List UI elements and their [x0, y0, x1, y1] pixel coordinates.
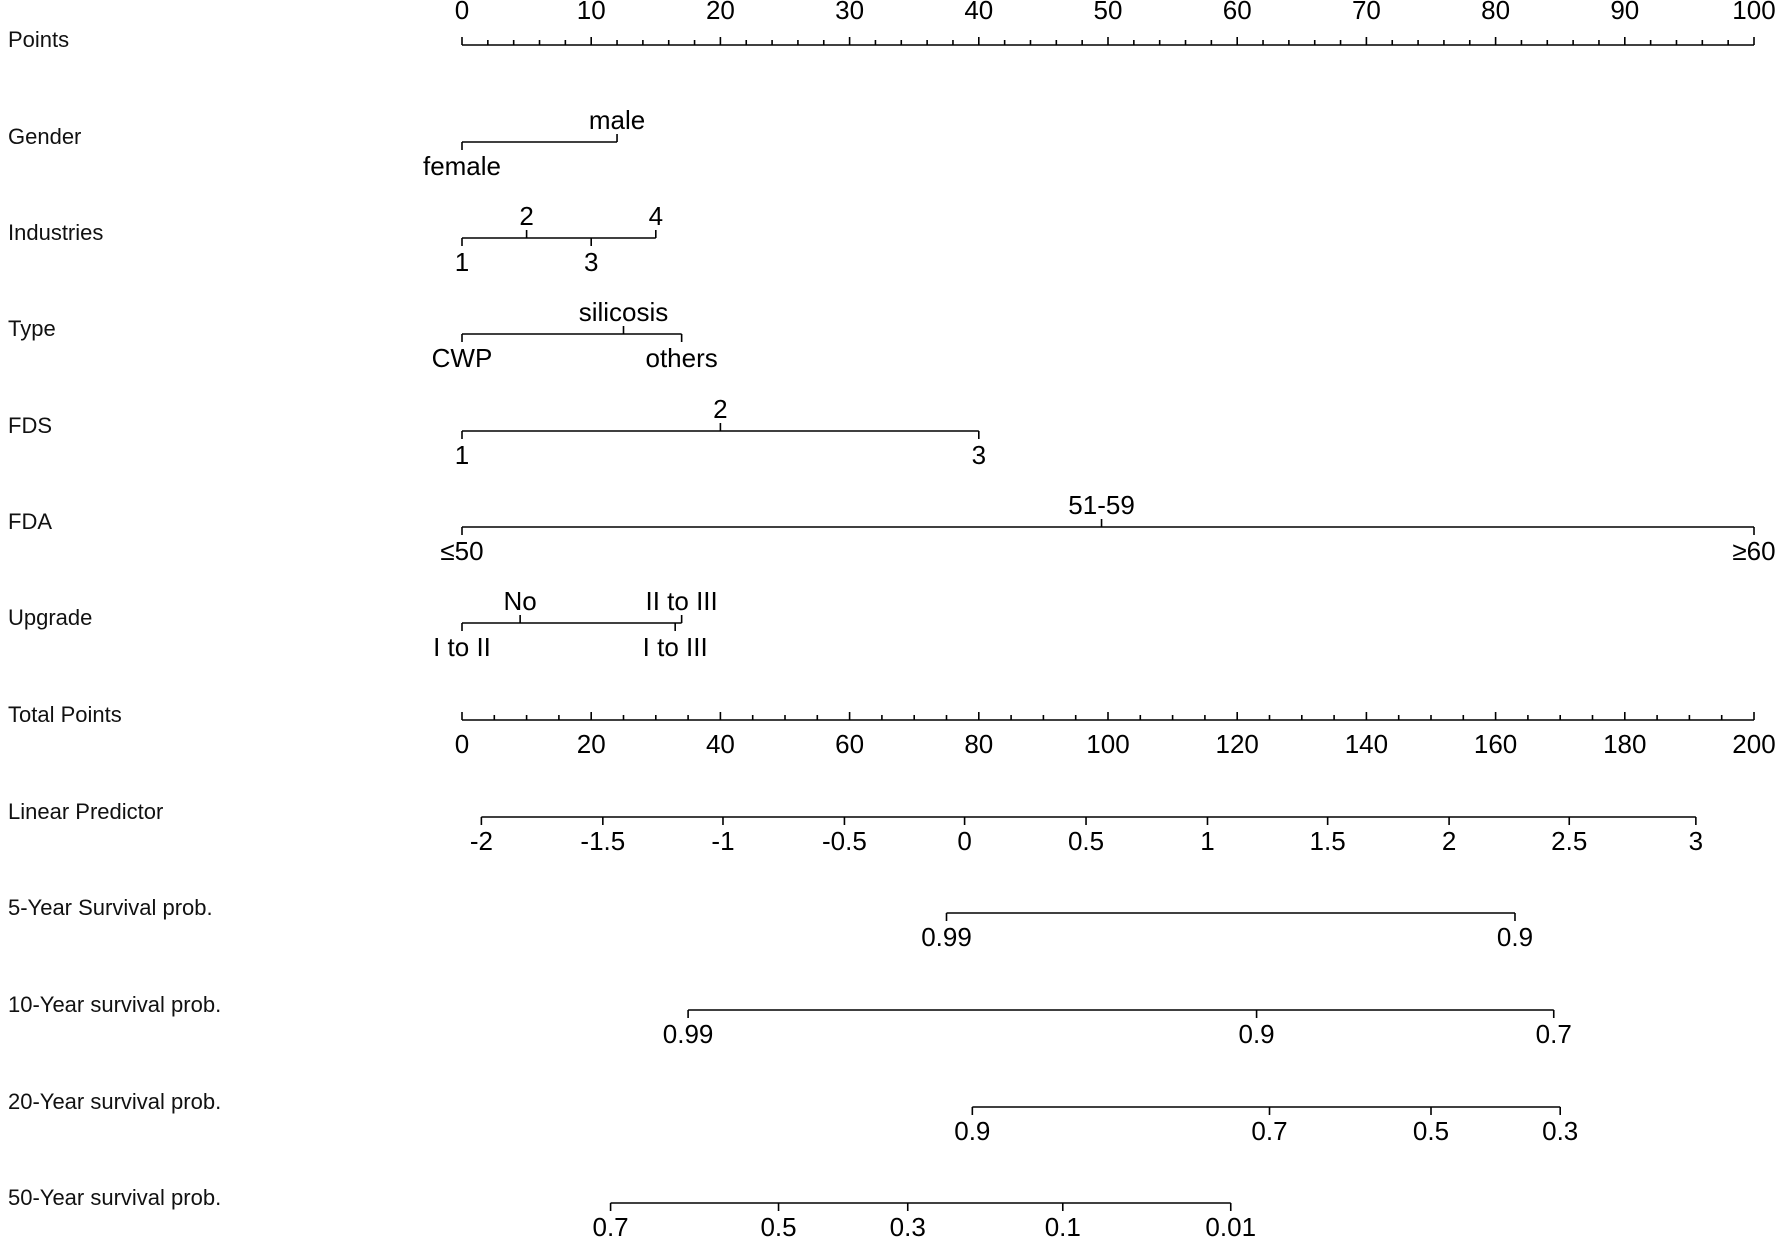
row-label-industries: Industries: [8, 220, 104, 245]
tick-label-total-points: 180: [1603, 729, 1647, 759]
tick-label-5-year-survival-prob: 0.99: [921, 922, 972, 952]
tick-label-linear-predictor: 1: [1200, 826, 1215, 856]
tick-label-total-points: 0: [454, 729, 470, 759]
tick-label-linear-predictor: 0.5: [1067, 826, 1105, 856]
row-gender: [8, 105, 645, 181]
tick-label-upgrade: No: [503, 586, 537, 616]
row-linear-predictor: [8, 799, 1703, 856]
row-points: [8, 0, 1776, 52]
tick-label-50-year-survival-prob: 0.1: [1044, 1212, 1081, 1242]
row-label-10-year-survival-prob: 10-Year survival prob.: [8, 992, 222, 1017]
tick-label-20-year-survival-prob: 0.3: [1542, 1116, 1579, 1146]
row-type: [8, 297, 718, 373]
tick-label-total-points: 140: [1344, 729, 1389, 759]
tick-label-industries: 4: [648, 201, 664, 231]
tick-label-10-year-survival-prob: 0.99: [662, 1019, 714, 1049]
tick-label-5-year-survival-prob: 0.9: [1496, 922, 1534, 952]
tick-label-points: 40: [964, 0, 994, 25]
tick-label-50-year-survival-prob: 0.3: [889, 1212, 926, 1242]
tick-label-industries: 1: [454, 247, 470, 277]
tick-label-50-year-survival-prob: 0.01: [1205, 1212, 1257, 1242]
row-fda: [8, 490, 1776, 566]
row-label-5-year-survival-prob: 5-Year Survival prob.: [8, 895, 213, 920]
tick-label-linear-predictor: 2.5: [1551, 826, 1588, 856]
tick-label-points: 80: [1481, 0, 1511, 25]
tick-label-points: 70: [1351, 0, 1381, 25]
tick-label-points: 0: [454, 0, 470, 25]
tick-label-points: 90: [1610, 0, 1640, 25]
tick-label-type: silicosis: [578, 297, 669, 327]
tick-label-linear-predictor: 0: [957, 826, 972, 856]
row-label-50-year-survival-prob: 50-Year survival prob.: [8, 1185, 222, 1210]
row-10-year-survival-prob: [8, 992, 1572, 1049]
tick-label-industries: 2: [519, 201, 534, 231]
tick-label-50-year-survival-prob: 0.7: [592, 1212, 629, 1242]
tick-label-linear-predictor: 1.5: [1309, 826, 1346, 856]
tick-label-industries: 3: [583, 247, 599, 277]
row-label-gender: Gender: [8, 124, 82, 149]
row-label-fds: FDS: [8, 413, 52, 438]
tick-label-linear-predictor: -1: [711, 826, 735, 856]
tick-label-fds: 2: [713, 394, 728, 424]
tick-label-type: others: [645, 343, 718, 373]
tick-label-linear-predictor: -2: [469, 826, 493, 856]
tick-label-gender: male: [588, 105, 646, 135]
tick-label-points: 30: [835, 0, 865, 25]
row-total-points: [8, 702, 1776, 759]
tick-label-linear-predictor: -1.5: [580, 826, 626, 856]
row-label-total-points: Total Points: [8, 702, 122, 727]
tick-label-points: 10: [576, 0, 606, 25]
tick-label-50-year-survival-prob: 0.5: [760, 1212, 797, 1242]
tick-label-total-points: 80: [964, 729, 994, 759]
tick-label-total-points: 60: [835, 729, 865, 759]
tick-label-20-year-survival-prob: 0.7: [1251, 1116, 1288, 1146]
tick-label-linear-predictor: -0.5: [822, 826, 867, 856]
tick-label-20-year-survival-prob: 0.5: [1412, 1116, 1450, 1146]
row-50-year-survival-prob: [8, 1185, 1256, 1242]
tick-label-linear-predictor: 2: [1441, 826, 1457, 856]
tick-label-total-points: 200: [1732, 729, 1776, 759]
row-upgrade: [8, 586, 718, 662]
row-fds: [8, 394, 986, 470]
row-5-year-survival-prob: [8, 895, 1533, 952]
tick-label-fda: 51-59: [1068, 490, 1135, 520]
tick-label-points: 60: [1222, 0, 1252, 25]
row-label-linear-predictor: Linear Predictor: [8, 799, 164, 824]
tick-label-points: 20: [705, 0, 735, 25]
row-label-points: Points: [8, 27, 70, 52]
tick-label-points: 50: [1093, 0, 1123, 25]
row-label-fda: FDA: [8, 509, 52, 534]
tick-label-type: CWP: [431, 343, 493, 373]
tick-label-points: 100: [1732, 0, 1776, 25]
tick-label-linear-predictor: 3: [1688, 826, 1704, 856]
tick-label-total-points: 100: [1086, 729, 1130, 759]
tick-label-fda: ≥60: [1732, 536, 1776, 566]
tick-label-total-points: 160: [1473, 729, 1518, 759]
row-label-upgrade: Upgrade: [8, 605, 93, 630]
tick-label-10-year-survival-prob: 0.9: [1238, 1019, 1275, 1049]
tick-label-fda: ≤50: [440, 536, 484, 566]
tick-label-10-year-survival-prob: 0.7: [1535, 1019, 1572, 1049]
tick-label-total-points: 120: [1215, 729, 1259, 759]
row-label-type: Type: [8, 316, 56, 341]
row-label-20-year-survival-prob: 20-Year survival prob.: [8, 1089, 222, 1114]
tick-label-upgrade: I to II: [433, 632, 491, 662]
tick-label-fds: 3: [971, 440, 987, 470]
row-20-year-survival-prob: [8, 1089, 1578, 1146]
tick-label-upgrade: I to III: [642, 632, 708, 662]
row-industries: [8, 201, 663, 277]
tick-label-total-points: 20: [576, 729, 606, 759]
tick-label-total-points: 40: [705, 729, 735, 759]
tick-label-upgrade: II to III: [645, 586, 718, 616]
tick-label-20-year-survival-prob: 0.9: [954, 1116, 991, 1146]
nomogram-rows: [8, 0, 1776, 1242]
tick-label-gender: female: [422, 151, 502, 181]
tick-label-fds: 1: [454, 440, 470, 470]
